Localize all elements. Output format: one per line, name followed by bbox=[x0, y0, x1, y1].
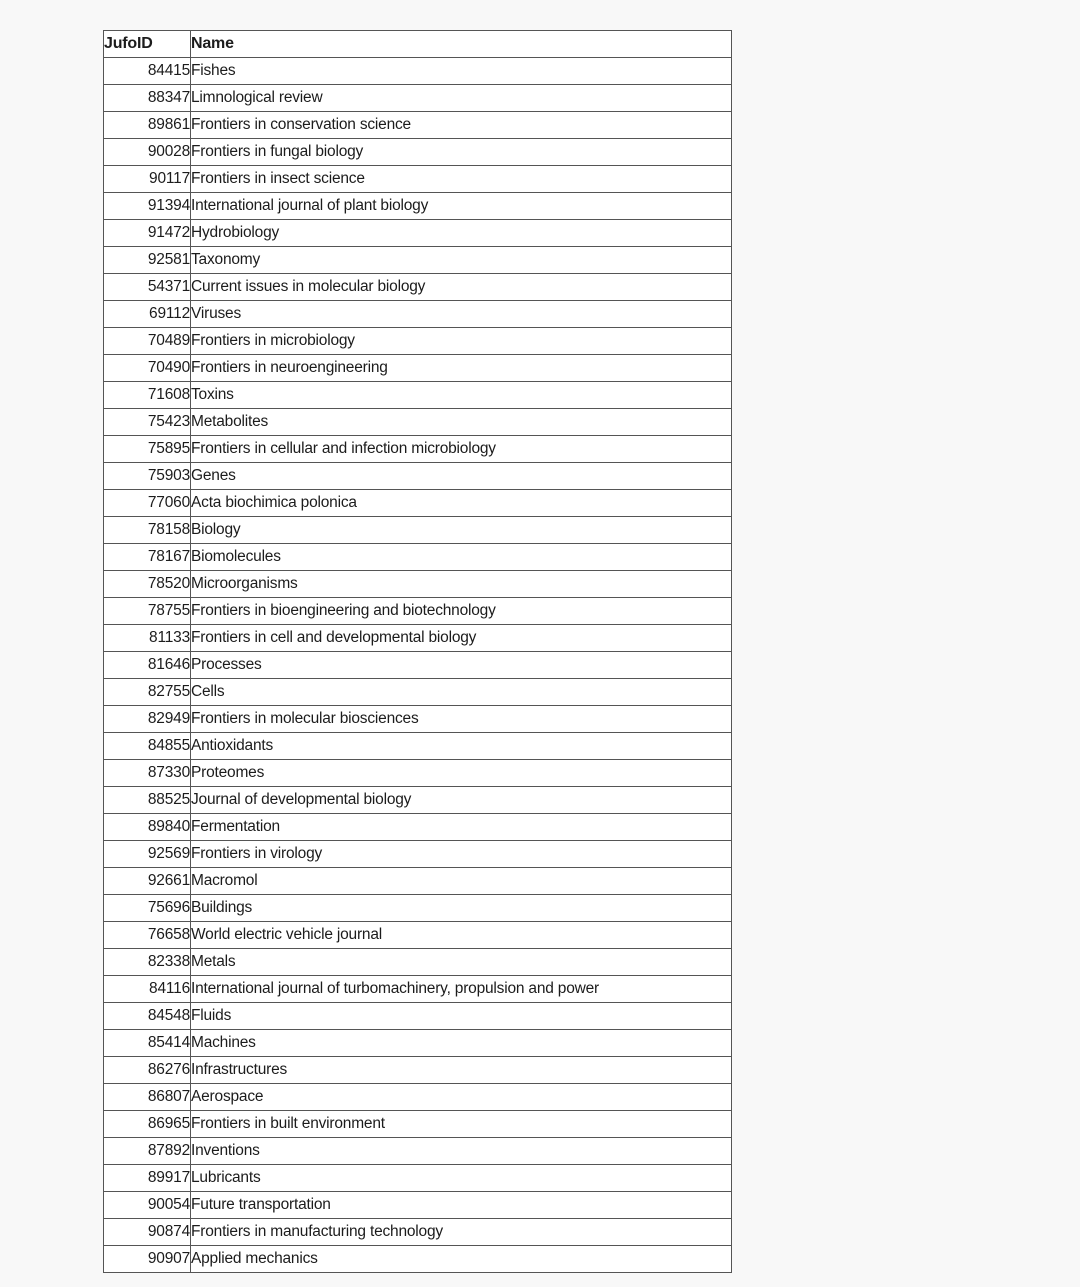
name-cell: Proteomes bbox=[191, 760, 732, 787]
jufoid-cell: 54371 bbox=[104, 274, 191, 301]
table-row bbox=[104, 1165, 732, 1192]
name-cell: Frontiers in conservation science bbox=[191, 112, 732, 139]
jufoid-cell: 92661 bbox=[104, 868, 191, 895]
jufoid-cell: 70489 bbox=[104, 328, 191, 355]
table-row bbox=[104, 679, 732, 706]
name-cell: Genes bbox=[191, 463, 732, 490]
name-cell: Future transportation bbox=[191, 1192, 732, 1219]
table-row bbox=[104, 436, 732, 463]
name-cell: Applied mechanics bbox=[191, 1246, 732, 1273]
jufoid-cell: 92581 bbox=[104, 247, 191, 274]
name-cell: Acta biochimica polonica bbox=[191, 490, 732, 517]
jufoid-cell: 89917 bbox=[104, 1165, 191, 1192]
jufoid-cell: 86807 bbox=[104, 1084, 191, 1111]
table-row bbox=[104, 1219, 732, 1246]
table-row bbox=[104, 220, 732, 247]
table-row bbox=[104, 463, 732, 490]
name-cell: Fishes bbox=[191, 58, 732, 85]
table-row bbox=[104, 247, 732, 274]
table-row bbox=[104, 166, 732, 193]
name-cell: Machines bbox=[191, 1030, 732, 1057]
jufoid-cell: 75895 bbox=[104, 436, 191, 463]
jufoid-cell: 81133 bbox=[104, 625, 191, 652]
table-row bbox=[104, 760, 732, 787]
jufoid-cell: 81646 bbox=[104, 652, 191, 679]
name-cell: Journal of developmental biology bbox=[191, 787, 732, 814]
table-row bbox=[104, 976, 732, 1003]
jufoid-cell: 89840 bbox=[104, 814, 191, 841]
name-cell: Macromol bbox=[191, 868, 732, 895]
name-cell: Processes bbox=[191, 652, 732, 679]
table-row bbox=[104, 841, 732, 868]
table-row bbox=[104, 814, 732, 841]
name-column-header: Name bbox=[191, 31, 732, 58]
jufoid-cell: 88525 bbox=[104, 787, 191, 814]
name-cell: Metabolites bbox=[191, 409, 732, 436]
table-row bbox=[104, 1030, 732, 1057]
name-cell: Current issues in molecular biology bbox=[191, 274, 732, 301]
name-cell: Fluids bbox=[191, 1003, 732, 1030]
jufoid-cell: 75903 bbox=[104, 463, 191, 490]
jufoid-cell: 82755 bbox=[104, 679, 191, 706]
jufoid-cell: 87892 bbox=[104, 1138, 191, 1165]
jufoid-cell: 78755 bbox=[104, 598, 191, 625]
table-row bbox=[104, 193, 732, 220]
table-row bbox=[104, 733, 732, 760]
journal-table-body bbox=[104, 58, 732, 1273]
name-cell: Frontiers in bioengineering and biotechnology bbox=[191, 598, 732, 625]
name-cell: Frontiers in cellular and infection microbiology bbox=[191, 436, 732, 463]
table-row bbox=[104, 895, 732, 922]
jufoid-cell: 84855 bbox=[104, 733, 191, 760]
name-cell: Frontiers in insect science bbox=[191, 166, 732, 193]
name-cell: Fermentation bbox=[191, 814, 732, 841]
name-cell: Cells bbox=[191, 679, 732, 706]
jufoid-cell: 82949 bbox=[104, 706, 191, 733]
jufoid-cell: 90054 bbox=[104, 1192, 191, 1219]
jufoid-cell: 70490 bbox=[104, 355, 191, 382]
jufoid-cell: 78158 bbox=[104, 517, 191, 544]
table-row bbox=[104, 355, 732, 382]
table-row bbox=[104, 949, 732, 976]
table-row bbox=[104, 787, 732, 814]
table-row bbox=[104, 1111, 732, 1138]
jufoid-cell: 90874 bbox=[104, 1219, 191, 1246]
name-cell: Limnological review bbox=[191, 85, 732, 112]
jufoid-cell: 78520 bbox=[104, 571, 191, 598]
table-row bbox=[104, 1057, 732, 1084]
table-row bbox=[104, 490, 732, 517]
jufoid-cell: 84548 bbox=[104, 1003, 191, 1030]
table-row bbox=[104, 301, 732, 328]
table-row bbox=[104, 382, 732, 409]
name-cell: Buildings bbox=[191, 895, 732, 922]
table-row bbox=[104, 274, 732, 301]
name-cell: Viruses bbox=[191, 301, 732, 328]
name-cell: Frontiers in cell and developmental biology bbox=[191, 625, 732, 652]
name-cell: Biology bbox=[191, 517, 732, 544]
jufoid-cell: 75696 bbox=[104, 895, 191, 922]
name-cell: Lubricants bbox=[191, 1165, 732, 1192]
table-row bbox=[104, 625, 732, 652]
name-cell: World electric vehicle journal bbox=[191, 922, 732, 949]
table-row bbox=[104, 1003, 732, 1030]
table-row bbox=[104, 85, 732, 112]
jufoid-cell: 88347 bbox=[104, 85, 191, 112]
jufoid-cell: 75423 bbox=[104, 409, 191, 436]
jufoid-cell: 90907 bbox=[104, 1246, 191, 1273]
table-row bbox=[104, 922, 732, 949]
jufoid-cell: 90028 bbox=[104, 139, 191, 166]
table-row bbox=[104, 706, 732, 733]
jufoid-cell: 84415 bbox=[104, 58, 191, 85]
jufoid-cell: 90117 bbox=[104, 166, 191, 193]
name-cell: Frontiers in neuroengineering bbox=[191, 355, 732, 382]
jufoid-cell: 91394 bbox=[104, 193, 191, 220]
name-cell: Hydrobiology bbox=[191, 220, 732, 247]
header-row bbox=[104, 31, 732, 58]
jufoid-cell: 89861 bbox=[104, 112, 191, 139]
jufoid-cell: 69112 bbox=[104, 301, 191, 328]
name-cell: Frontiers in manufacturing technology bbox=[191, 1219, 732, 1246]
table-row bbox=[104, 112, 732, 139]
name-cell: Frontiers in fungal biology bbox=[191, 139, 732, 166]
name-cell: Antioxidants bbox=[191, 733, 732, 760]
table-row bbox=[104, 652, 732, 679]
name-cell: Aerospace bbox=[191, 1084, 732, 1111]
table-row bbox=[104, 1138, 732, 1165]
name-cell: International journal of turbomachinery, propulsion and power bbox=[191, 976, 732, 1003]
jufoid-cell: 92569 bbox=[104, 841, 191, 868]
jufoid-cell: 86965 bbox=[104, 1111, 191, 1138]
name-cell: Frontiers in microbiology bbox=[191, 328, 732, 355]
journal-table-header bbox=[104, 31, 732, 58]
name-cell: Biomolecules bbox=[191, 544, 732, 571]
table-row bbox=[104, 544, 732, 571]
table-row bbox=[104, 328, 732, 355]
jufoid-cell: 82338 bbox=[104, 949, 191, 976]
name-cell: Metals bbox=[191, 949, 732, 976]
table-row bbox=[104, 1246, 732, 1273]
name-cell: Frontiers in built environment bbox=[191, 1111, 732, 1138]
jufoid-cell: 78167 bbox=[104, 544, 191, 571]
jufoid-cell: 85414 bbox=[104, 1030, 191, 1057]
table-row bbox=[104, 139, 732, 166]
name-cell: Frontiers in molecular biosciences bbox=[191, 706, 732, 733]
jufoid-cell: 91472 bbox=[104, 220, 191, 247]
table-row bbox=[104, 868, 732, 895]
name-cell: International journal of plant biology bbox=[191, 193, 732, 220]
name-cell: Infrastructures bbox=[191, 1057, 732, 1084]
table-row bbox=[104, 517, 732, 544]
name-cell: Taxonomy bbox=[191, 247, 732, 274]
table-row bbox=[104, 409, 732, 436]
jufoid-cell: 84116 bbox=[104, 976, 191, 1003]
jufoid-cell: 77060 bbox=[104, 490, 191, 517]
name-cell: Toxins bbox=[191, 382, 732, 409]
table-row bbox=[104, 58, 732, 85]
name-cell: Inventions bbox=[191, 1138, 732, 1165]
jufoid-cell: 71608 bbox=[104, 382, 191, 409]
table-row bbox=[104, 571, 732, 598]
jufoid-column-header: JufoID bbox=[104, 31, 191, 58]
name-cell: Frontiers in virology bbox=[191, 841, 732, 868]
journal-table bbox=[103, 30, 732, 1273]
jufoid-cell: 76658 bbox=[104, 922, 191, 949]
table-row bbox=[104, 598, 732, 625]
table-row bbox=[104, 1084, 732, 1111]
table-row bbox=[104, 1192, 732, 1219]
jufoid-cell: 87330 bbox=[104, 760, 191, 787]
jufoid-cell: 86276 bbox=[104, 1057, 191, 1084]
name-cell: Microorganisms bbox=[191, 571, 732, 598]
